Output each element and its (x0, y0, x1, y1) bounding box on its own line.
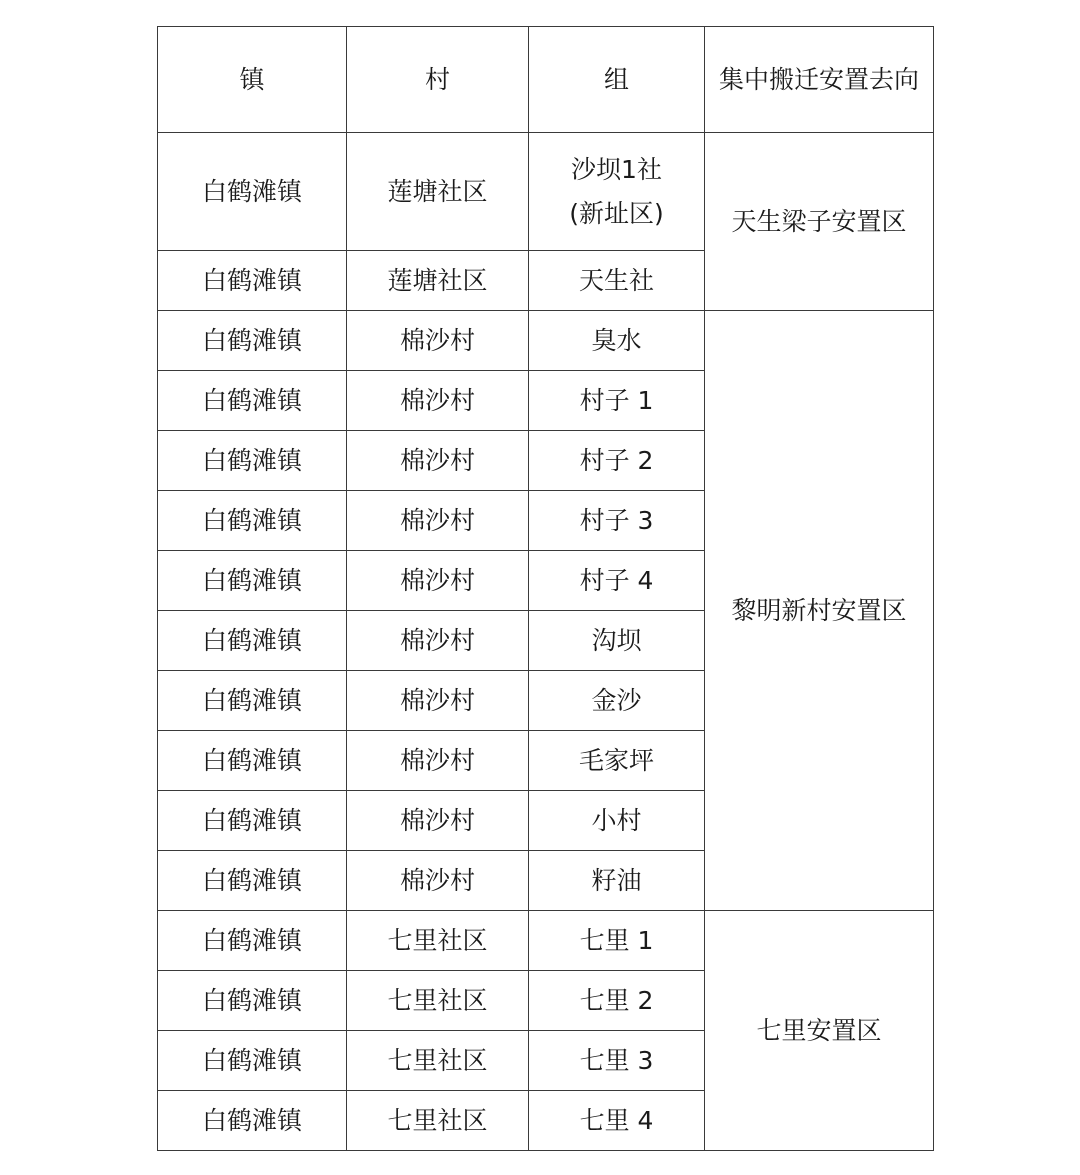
village-cell: 棉沙村 (347, 551, 529, 611)
village-cell: 七里社区 (347, 1031, 529, 1091)
group-cell: 村子 1 (529, 371, 705, 431)
village-cell: 棉沙村 (347, 851, 529, 911)
group-cell: 七里 3 (529, 1031, 705, 1091)
village-cell: 棉沙村 (347, 611, 529, 671)
town-cell: 白鹤滩镇 (158, 671, 347, 731)
group-cell: 天生社 (529, 251, 705, 311)
group-cell: 籽油 (529, 851, 705, 911)
group-cell: 金沙 (529, 671, 705, 731)
group-cell: 小村 (529, 791, 705, 851)
group-line-1: 沙坝1社 (571, 154, 662, 184)
town-cell: 白鹤滩镇 (158, 1031, 347, 1091)
group-cell: 七里 2 (529, 971, 705, 1031)
village-cell: 莲塘社区 (347, 133, 529, 251)
group-line-2: (新址区) (569, 198, 664, 228)
group-cell: 村子 2 (529, 431, 705, 491)
relocation-table (157, 26, 934, 1151)
group-cell: 村子 4 (529, 551, 705, 611)
town-cell: 白鹤滩镇 (158, 551, 347, 611)
header-row (158, 27, 934, 133)
header-town: 镇 (158, 27, 347, 133)
village-cell: 棉沙村 (347, 431, 529, 491)
village-cell: 七里社区 (347, 1091, 529, 1151)
destination-cell: 七里安置区 (705, 911, 934, 1151)
town-cell: 白鹤滩镇 (158, 371, 347, 431)
village-cell: 棉沙村 (347, 371, 529, 431)
town-cell: 白鹤滩镇 (158, 251, 347, 311)
header-village: 村 (347, 27, 529, 133)
village-cell: 棉沙村 (347, 791, 529, 851)
town-cell: 白鹤滩镇 (158, 311, 347, 371)
town-cell: 白鹤滩镇 (158, 851, 347, 911)
group-cell: 七里 4 (529, 1091, 705, 1151)
town-cell: 白鹤滩镇 (158, 971, 347, 1031)
town-cell: 白鹤滩镇 (158, 431, 347, 491)
town-cell: 白鹤滩镇 (158, 1091, 347, 1151)
header-destination: 集中搬迁安置去向 (705, 27, 934, 133)
town-cell: 白鹤滩镇 (158, 611, 347, 671)
table-row (158, 911, 934, 971)
village-cell: 七里社区 (347, 971, 529, 1031)
village-cell: 棉沙村 (347, 731, 529, 791)
village-cell: 棉沙村 (347, 671, 529, 731)
group-cell: 沟坝 (529, 611, 705, 671)
group-cell: 七里 1 (529, 911, 705, 971)
town-cell: 白鹤滩镇 (158, 491, 347, 551)
village-cell: 莲塘社区 (347, 251, 529, 311)
group-cell (529, 133, 705, 251)
group-cell: 臭水 (529, 311, 705, 371)
town-cell: 白鹤滩镇 (158, 731, 347, 791)
destination-cell: 黎明新村安置区 (705, 311, 934, 911)
destination-cell: 天生梁子安置区 (705, 133, 934, 311)
town-cell: 白鹤滩镇 (158, 911, 347, 971)
town-cell: 白鹤滩镇 (158, 133, 347, 251)
village-cell: 七里社区 (347, 911, 529, 971)
table-row (158, 133, 934, 251)
village-cell: 棉沙村 (347, 491, 529, 551)
table-row (158, 311, 934, 371)
village-cell: 棉沙村 (347, 311, 529, 371)
group-cell: 村子 3 (529, 491, 705, 551)
header-group: 组 (529, 27, 705, 133)
group-cell: 毛家坪 (529, 731, 705, 791)
town-cell: 白鹤滩镇 (158, 791, 347, 851)
